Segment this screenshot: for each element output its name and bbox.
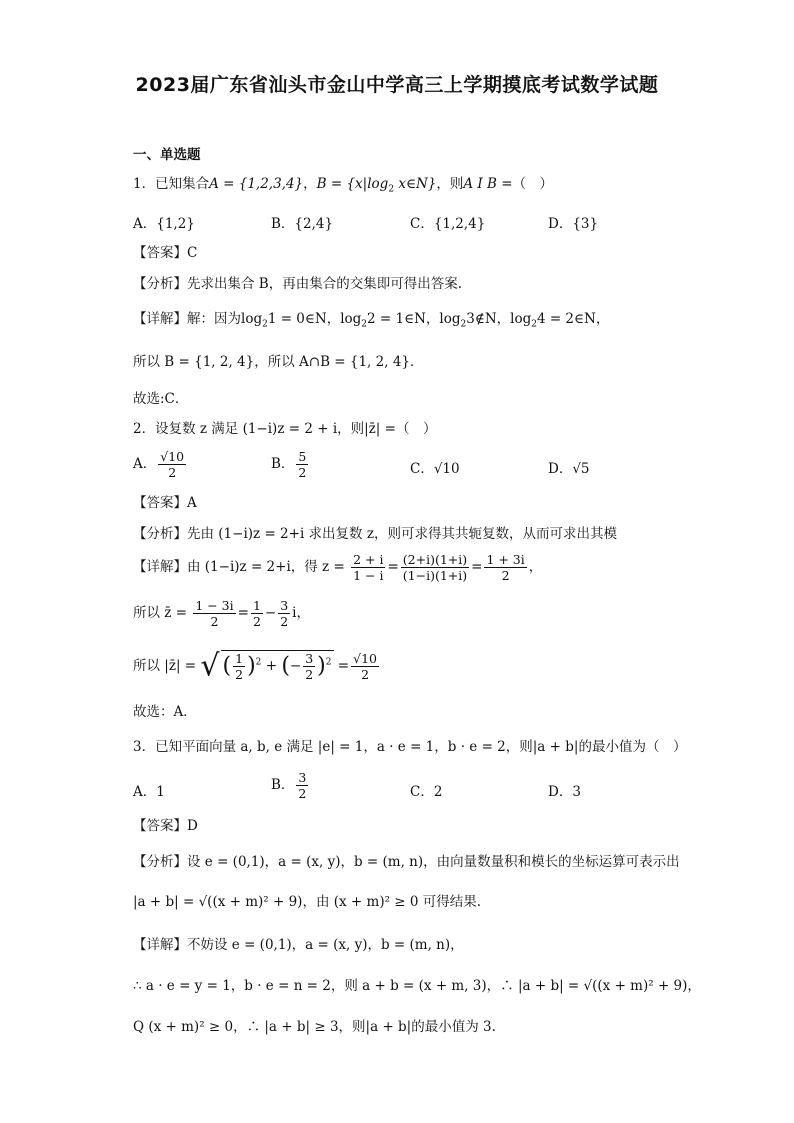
q3-detail-line-2: ∴ a · e = y = 1，b · e = n = 2，则 a + b = (x + m, 3)，∴ |a + b| = √((x + m)² + 9)，: [133, 978, 701, 994]
answer-tag: 【答案】: [133, 245, 187, 261]
frac-num: 3: [280, 598, 289, 613]
frac-den: 2: [210, 614, 219, 629]
q3-option-b-fraction: [296, 770, 308, 801]
q1-set-b: B = {x|log: [316, 176, 389, 192]
q1-detail-1d: 3∉N，log: [466, 311, 532, 327]
frac-num: 1: [252, 598, 261, 613]
analysis-tag: 【分析】: [133, 854, 187, 870]
q2-frac-5: [251, 598, 263, 629]
q2-conclusion: 故选：A．: [133, 704, 197, 720]
q1-detail-1b: 1 = 0∈N，log: [267, 311, 362, 327]
frac-den: 1 − i: [353, 568, 384, 583]
q2-detail-pre: 由 (1−i)z = 2+i，得 z =: [187, 559, 345, 575]
q3-analysis-text-1: 设 e = (0,1)，a = (x, y)，b = (m, n)，由向量数量积和模长的坐标运算可表示出: [187, 854, 680, 870]
q1-detail-1: 解：因为log: [187, 311, 263, 327]
q1-detail-1c: 2 = 1∈N，log: [367, 311, 461, 327]
q2-option-b-label: B．: [271, 456, 295, 472]
q2-option-a-fraction: [158, 449, 186, 480]
q3-detail: [133, 935, 464, 955]
frac-num: 3: [298, 770, 307, 785]
q2-answer-value: A: [187, 495, 197, 511]
q2-analysis: [133, 524, 617, 544]
frac-num: √10: [160, 449, 185, 464]
frac-num: 1: [235, 651, 244, 666]
frac-num: 2 + i: [353, 552, 384, 567]
analysis-tag: 【分析】: [133, 526, 187, 542]
q1-set-a: A = {1,2,3,4}: [209, 176, 304, 192]
q2-option-d: D．√5: [548, 461, 590, 477]
q2-detail-line-3: 所以 |z̄| = √ ( $\frac{1}{2}$ )$^2$ + (− $\frac{3}{2}$ )$^2$ = $\frac{√10}{2}$: [133, 648, 377, 684]
q1-set-b-tail: x∈N}: [394, 176, 437, 192]
q2-detail-line-2: 所以 z̄ = $\frac{1 - 3i}{2}$ = $\frac{1}{2}$ − $\frac{3}{2}$ i，: [133, 598, 310, 629]
answer-tag: 【答案】: [133, 818, 187, 834]
q2-frac-8: [303, 651, 315, 682]
q3-answer: [133, 816, 198, 836]
q2-frac-6: [278, 598, 290, 629]
radical-sign: √: [200, 648, 220, 684]
q1-answer-value: C: [187, 245, 198, 261]
q1-detail-line-2: 所以 B = {1, 2, 4}，所以 A∩B = {1, 2, 4}．: [133, 354, 424, 370]
q3-option-b: [271, 770, 310, 801]
q2-analysis-text: 先由 (1−i)z = 2+i 求出复数 z，则可求得其共轭复数，从而可求出其模: [187, 526, 617, 542]
frac-den: 2: [298, 786, 307, 801]
page-title: 2023届广东省汕头市金山中学高三上学期摸底考试数学试题: [135, 74, 659, 96]
frac-num: (2+i)(1+i): [402, 552, 468, 567]
q2-frac-9: [351, 651, 379, 682]
frac-den: 2: [280, 614, 289, 629]
q3-option-d: D．3: [548, 784, 581, 800]
frac-den: (1−i)(1+i): [402, 568, 468, 583]
q1-analysis: [133, 274, 462, 294]
frac-den: 2: [298, 465, 307, 480]
frac-den: 2: [252, 614, 261, 629]
question-3-stem: 3．已知平面向量 a, b, e 满足 |e| = 1，a · e = 1，b · e = 2，则|a + b|的最小值为（ ）: [133, 739, 687, 755]
q1-answer: [133, 243, 197, 263]
frac-den: 2: [235, 667, 244, 682]
q3-analysis: [133, 852, 680, 872]
q2-option-c: C．√10: [410, 461, 460, 477]
q1-stem-c: =（ ）: [496, 176, 554, 192]
q1-option-b: B．{2,4}: [271, 216, 334, 232]
frac-den: 2: [501, 568, 510, 583]
q3-detail-1: 不妨设 e = (0,1)，a = (x, y)，b = (m, n)，: [187, 937, 464, 953]
q2-option-a: [133, 449, 188, 480]
q2-option-b-fraction: [296, 449, 308, 480]
q1-option-a: A．{1,2}: [133, 216, 195, 232]
q2-line2-pre: 所以 z̄ =: [133, 605, 188, 621]
frac-den: 2: [168, 465, 177, 480]
q1-sub-3: 2: [460, 319, 467, 330]
section-heading: 一、单选题: [133, 147, 201, 163]
q1-conclusion: 故选:C．: [133, 391, 189, 407]
q3-analysis-line-2: |a + b| = √((x + m)² + 9)，由 (x + m)² ≥ 0 可得结果.: [133, 894, 482, 910]
q3-detail-line-3: Q (x + m)² ≥ 0，∴ |a + b| ≥ 3，则|a + b|的最小值为 3.: [133, 1019, 496, 1035]
q1-stem-b: ，则: [436, 176, 464, 192]
q3-option-c: C．2: [410, 784, 443, 800]
q3-option-b-label: B．: [271, 777, 295, 793]
q1-sub-2: 2: [361, 319, 368, 330]
q1-sep: ，: [303, 176, 317, 192]
q1-option-c: C．{1,2,4}: [410, 216, 486, 232]
q2-line2-tail: i，: [292, 605, 310, 621]
analysis-tag: 【分析】: [133, 276, 187, 292]
q2-option-b: [271, 449, 310, 480]
q1-option-d: D．{3}: [548, 216, 599, 232]
q1-log-base: 2: [388, 184, 395, 195]
q3-option-a: A．1: [133, 784, 165, 800]
q2-frac-1: [351, 552, 385, 583]
q2-frac-7: [233, 651, 245, 682]
detail-tag: 【详解】: [133, 937, 187, 953]
q1-stem-a: 1．已知集合: [133, 176, 210, 192]
frac-num: 5: [298, 449, 307, 464]
question-1-stem: [133, 174, 553, 200]
q1-detail-1e: 4 = 2∈N，: [536, 311, 610, 327]
q1-sub-1: 2: [262, 319, 268, 330]
q2-detail: 【详解】由 (1−i)z = 2+i，得 z = $\frac{2 + i}{1 - i}$ = $\frac{(2+i)(1+i)}{(1-i)(1+i)}$ = $\frac{1 + 3i}{2}$ ，: [133, 552, 543, 583]
q2-option-a-label: A．: [133, 456, 157, 472]
q1-detail: [133, 309, 609, 335]
q2-sqrt-body: ( $\frac{1}{2}$ )$^2$ + (− $\frac{3}{2}$ )$^2$: [222, 651, 332, 682]
detail-tag: 【详解】: [133, 311, 187, 327]
q2-frac-3: [484, 552, 526, 583]
frac-num: 3: [305, 651, 314, 666]
q1-expr: A I B: [463, 176, 497, 192]
frac-num: 1 − 3i: [195, 598, 234, 613]
q2-answer: [133, 493, 197, 513]
q2-frac-4: [193, 598, 235, 629]
q1-analysis-text: 先求出集合 B，再由集合的交集即可得出答案.: [187, 276, 463, 292]
frac-den: 2: [361, 667, 370, 682]
q3-answer-value: D: [187, 818, 198, 834]
q2-frac-2: [401, 552, 469, 583]
frac-num: √10: [353, 651, 377, 666]
question-2-stem: 2．设复数 z 满足 (1−i)z = 2 + i，则|z̄| =（ ）: [133, 421, 437, 437]
q1-sub-4: 2: [531, 319, 537, 330]
q2-line3-pre: 所以 |z̄| =: [133, 658, 197, 674]
frac-num: 1 + 3i: [486, 552, 525, 567]
answer-tag: 【答案】: [133, 495, 187, 511]
detail-tag: 【详解】: [133, 559, 187, 575]
frac-den: 2: [305, 667, 314, 682]
